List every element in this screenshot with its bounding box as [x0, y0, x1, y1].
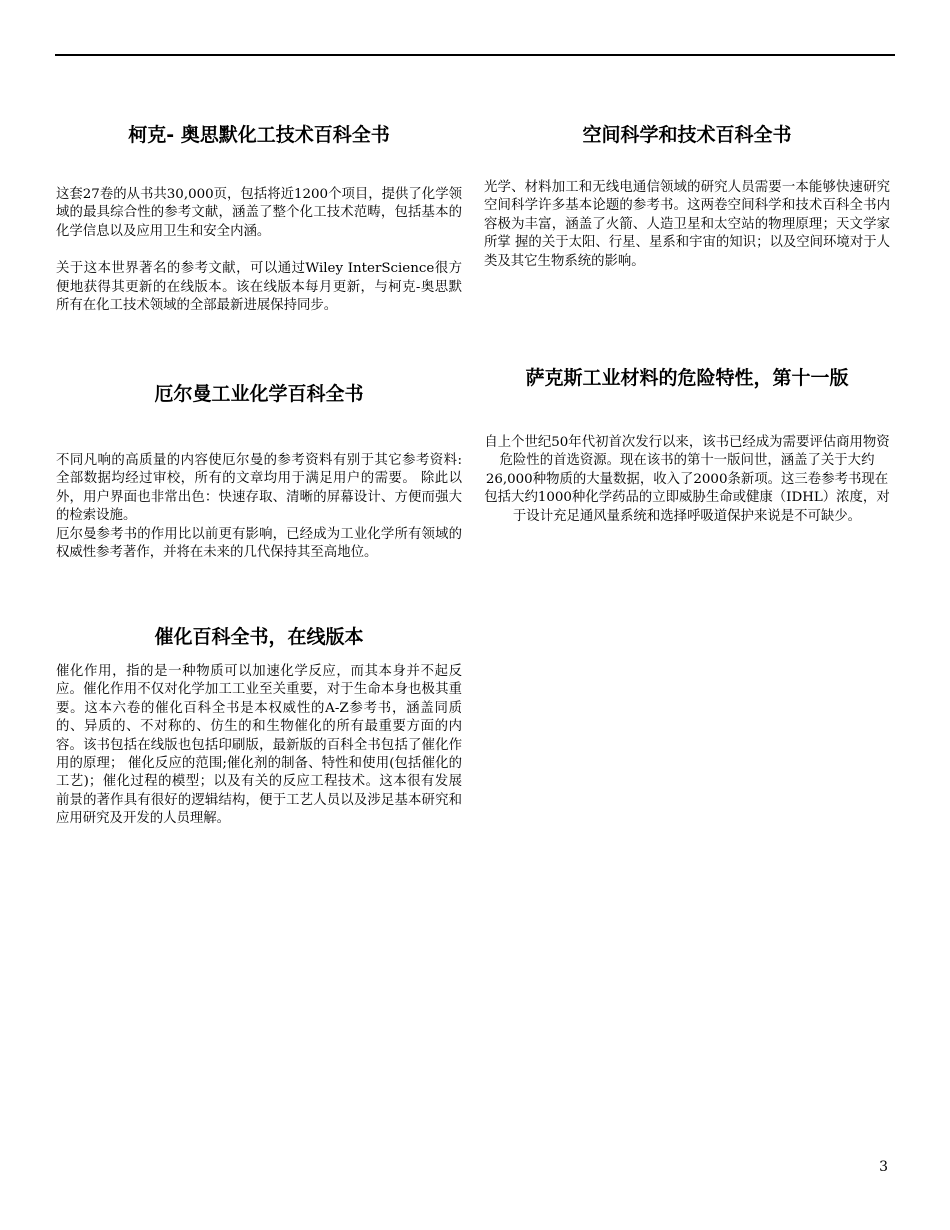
catalysis-paragraph-1: 催化作用，指的是一种物质可以加速化学反应，而其本身并不起反应。催化作用不仅对化学加工工业至关重要，对于生命本身也极其重要。这本六卷的催化百科全书是本权威性的A-Z参考书，涵盖同质的、异质的、不对称的、仿生的和生物催化的所有最重要方面的内容。该书包括在线版也包括印刷版，最新版的百科全书包括了催化作用的原理； 催化反应的范围;催化剂的制备、特性和使用(包括催化的工艺)；催化过程的模型；以及有关的反应工程技术。这本很有发展前景的著作具有很好的逻辑结构，便于工艺人员以及涉足基本研究和应用研究及开发的人员理解。: [56, 664, 462, 827]
page-number: 3: [879, 1159, 888, 1175]
section-ullmann: [56, 382, 462, 562]
space-science-paragraph-1: 光学、材料加工和无线电通信领域的研究人员需要一本能够快速研究空间科学许多基本论题的参考书。这两卷空间科学和技术百科全书内容极为丰富，涵盖了火箭、人造卫星和太空站的物理原理；天文学家所掌 握的关于太阳、行星、星系和宇宙的知识；以及空间环境对于人类及其它生物系统的影响。: [484, 180, 890, 269]
ullmann-paragraph-2: 厄尔曼参考书的作用比以前更有影响，已经成为工业化学所有领域的权威性参考著作，并将在未来的几代保持其至高地位。: [56, 526, 462, 561]
kirk-othmer-paragraph-1: 这套27卷的从书共30,000页，包括将近1200个项目，提供了化学领域的最具综合性的参考文献，涵盖了整个化工技术范畴，包括基本的化学信息以及应用卫生和安全内涵。: [56, 187, 462, 239]
section-sax: [484, 366, 890, 526]
kirk-othmer-paragraph-2: 关于这本世界著名的参考文献，可以通过Wiley InterScience很方便地获得其更新的在线版本。该在线版本每月更新，与柯克-奥思默所有在化工技术领域的全部最新进展保持同步。: [56, 261, 462, 314]
section-space-science: [484, 123, 890, 271]
section-title-sax: 萨克斯工业材料的危险特性，第十一版: [525, 367, 849, 389]
section-title-space-science: 空间科学和技术百科全书: [582, 124, 792, 146]
sax-paragraph-1: 自上个世纪50年代初首次发行以来，该书已经成为需要评估商用物资危险性的首选资源。现在该书的第十一版问世，涵盖了关于大约26,000种物质的大量数据，收入了2000条新项。这三卷参考书现在包括大约1000种化学药品的立即威胁生命或健康（IDHL）浓度，对于设计充足通风量系统和选择呼吸道保护来说是不可缺少。: [484, 435, 890, 524]
section-title-catalysis: 催化百科全书，在线版本: [154, 626, 364, 648]
ullmann-paragraph-1: 不同凡响的高质量的内容使厄尔曼的参考资料有别于其它参考资料: 全部数据均经过审校，所有的文章均用于满足用户的需要。 除此以外，用户界面也非常出色：快速存取、清晰的屏幕设计、方便而强大的检索设施。: [56, 453, 462, 524]
section-catalysis: [56, 625, 462, 829]
section-kirk-othmer: [56, 123, 462, 315]
section-title-kirk-othmer: 柯克- 奥思默化工技术百科全书: [128, 124, 390, 146]
header-rule: [55, 54, 895, 56]
section-title-ullmann: 厄尔曼工业化学百科全书: [154, 383, 364, 405]
